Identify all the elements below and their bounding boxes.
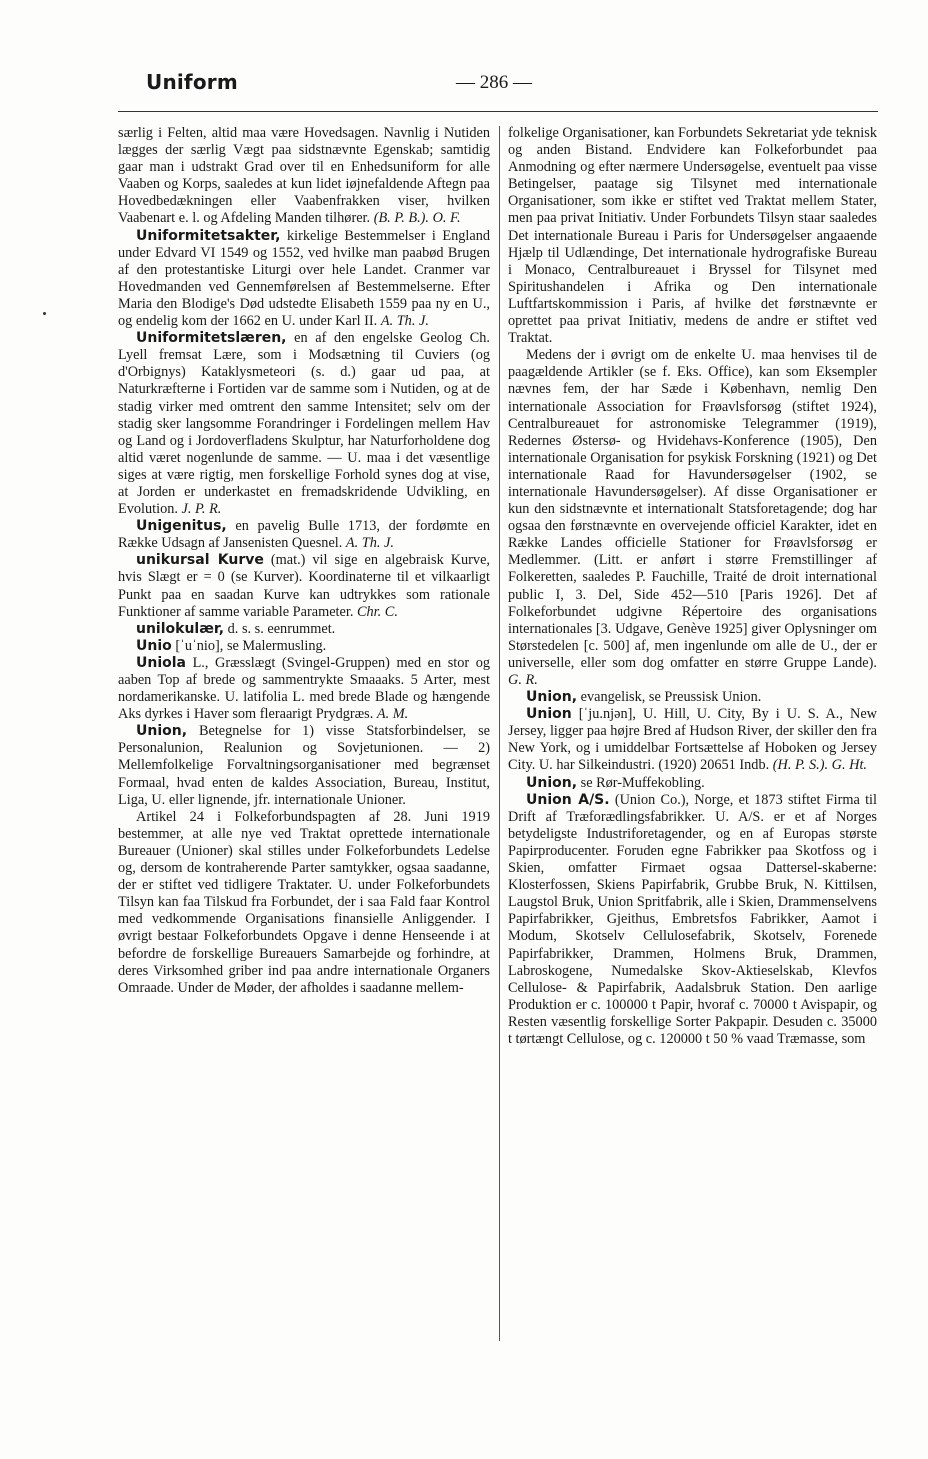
entry-union-coupling: Union, se Rør-Muffekobling. [526, 774, 705, 791]
entry-paragraph: Medens der i øvrigt om de enkelte U. maa henvises til de paagældende Artikler (se f. Eks. Office), kan som Eksempler nævnes fem, der har Sæde i København, nemlig Den internationale Association for Frøavlsforsøg (stiftet 1924), Centralbureauet for astronomiske Telegrammer (1919), Redernes Østersø- og Hvidehavs-Konference (1905), Den internationale Organisation for psykisk Forskning (1921) og Det internationale Raad for Havundersøgelser (1902, se internationale Havundersøgelser). Af disse Organisationer er kun den sidstnævnte et internationalt Statsforetagende; dog har ogsaa den førstnævnte en overvejende officiel Karakter, idet en Række Landes officielle Stationer for Frøavlsforsøg er Medlemmer. (Litt. er anført i større Fremstillinger af Folkeretten, saaledes P. Fauchille, Traité de droit international public I, 3. Del, Side 452—510 [Paris 1926]. Det af Folkeforbundet udgivne Répertoire des organisations internationales [3. Udgave, Genève 1925] giver Oplysninger om Størstedelen [c. 500] af, men ingenlunde om alle de U., der er universelle, eller som dog omfatter en større Gruppe Lande). G. R. [508, 347, 877, 688]
author-signature: A. Th. J. [345, 535, 394, 552]
entry-uniformitetsakter: Uniformitetsakter, kirkelige Bestemmelser i England under Edvard VI 1549 og 1552, ved hvilke man paabød Brugen af den protestantiske Liturgi over hele Landet. Cranmer var Hovedmanden ved Gennemførelsen af Bestemmelserne. Efter Maria den Blodige's Død udstedte Elisabeth 1559 paa ny en U., og endelig kom der 1662 en U. under Karl II. A. Th. J. [118, 227, 490, 330]
headword: unilokulær, [136, 620, 225, 637]
author-signature: J. P. R. [181, 501, 222, 518]
author-signature: A. Th. J. [380, 313, 429, 330]
entry-paragraph: Artikel 24 i Folkeforbundspagten af 28. Juni 1919 bestemmer, at alle nye ved Traktat oprettede internationale Bureauer (Unioner) skal stilles under Folkeforbundets Ledelse og, dersom de kontraherende Parter samtykker, ogsaa saadanne, der er stiftet ved tidligere Traktater. U. under Folkeforbundets Tilsyn kan faa Tilskud fra Forbundet, der i saa Fald faar Kontrol med vedkommende Organisations finansielle Anliggender. I øvrigt bestaar Folkeforbundets Opgave i denne Henseende i at befordre de forskellige Bureauers Samarbejde og forhindre, at deres Virksomhed griber ind paa andre internationale Organers Omraade. Under de Møder, der afholdes i saadanne mellem- [118, 808, 490, 996]
entry-unilokulaer: unilokulær, d. s. s. eenrummet. [136, 620, 336, 637]
author-signature: (H. P. S.). G. Ht. [772, 757, 867, 774]
headword: Unigenitus, [136, 518, 227, 535]
entry-union-city: Union [ˈju.njən], U. Hill, U. City, By i U. S. A., New Jersey, ligger paa højre Bred af Hudson River, der skiller den fra New York, og i umiddelbar Fortsættelse af Hoboken og Jersey City. U. har Silkeindustri. (1920) 20651 Indb. (H. P. S.). G. Ht. [508, 706, 877, 774]
header-rule [118, 111, 878, 112]
headword: Uniola [136, 654, 186, 671]
entry-union-as: Union A/S. (Union Co.), Norge, et 1873 stiftet Firma til Drift af Træforædlingsfabrikker. U. A/S. er et af Norges betydeligste Industriforetagender, og en af Europas største Papirproducenter. Foruden egne Fabrikker paa Skotfoss og i Skien, omfatter Firmaet ogsaa Dattersel-skaberne: Klosterfossen, Skiens Papirfabrik, Grubbe Bruk, N. Kittilsen, Laugstol Bruk, Union Spritfabrik, alle i Skien, Drammenselvens Papirfabrikker, Gjeithus, Embretsfos Fabrikker, Aamot i Modum, Skotselv Cellulosefabrik, Skotselv, Forenede Papirfabrikker, Drammen, Holmens Bruk, Drammen, Labroskogene, Numedalske Skov-Aktieselskab, Klevfos Cellulose- & Papirfabrik, Aadalsbruk Station. Den aarlige Produktion er c. 100000 t Papir, hvoraf c. 70000 t Avispapir, og Resten væsentlig forskellige Sorter Pakpapir. Desuden c. 35000 t tørtængt Cellulose, og c. 120000 t 50 % vaad Træmasse, som [508, 791, 877, 1047]
page-number: — 286 — [456, 72, 532, 93]
headword: Uniformitetslæren, [136, 330, 287, 347]
author-signature: G. R. [508, 672, 538, 688]
entry-paragraph: særlig i Felten, altid maa være Hovedsagen. Navnlig i Nutiden lægges der særlig Vægt paa sidstnævnte Egenskab; samtidig gaar man i udstrakt Grad over til en Enhedsuniform for alle Vaaben og Korps, saaledes at kun lidet iøjnefaldende Aftegn paa Hovedbedækningen eller Vaabenfrakken viser, hvilken Vaabenart e. l. og Afdeling Manden tilhører. (B. P. B.). O. F. [118, 125, 490, 227]
headword: unikursal Kurve [136, 552, 264, 569]
entry-unio: Unio [ˈuˈnio], se Malermusling. [136, 637, 327, 654]
entry-uniola: Uniola L., Græsslægt (Svingel-Gruppen) med en stor og aaben Top af brede og sammentrykte Smaaaks. 5 Arter, mest nordamerikanske. U. latifolia L. med brede Blade og hængende Aks dyrkes i Haver som fleraarigt Prydgræs. A. M. [118, 654, 490, 723]
headword: Unio [136, 637, 172, 654]
page-header [146, 70, 876, 104]
author-signature: Chr. C. [357, 603, 398, 620]
entry-union-evangelisk: Union, evangelisk, se Preussisk Union. [526, 689, 762, 706]
author-signature: (B. P. B.). O. F. [373, 210, 461, 227]
entry-paragraph: folkelige Organisationer, kan Forbundets Sekretariat yde teknisk og anden Bistand. Endvidere kan Folkeforbundet paa Anmodning og efter nærmere Undersøgelse, eventuelt paa visse Betingelser, paatage sig Tilsynet med internationale Organisationer, som ikke er stiftet ved Traktat mellem Stater, men paa privat Initiativ. Under Forbundets Tilsyn staar saaledes Det internationale Bureau i Paris for Undersøgelser angaaende Hjælp til Udlændinge, Det internationale hydrografiske Bureau i Monaco, Centralbureauet i Bryssel for Tilsynet med Spiritushandelen i Afrika og Den internationale Luftfartskommission i Paris, af hvilke det førstnævnte er oprettet paa privat Initiativ, medens de andre er stiftet ved Traktat. [508, 125, 877, 347]
margin-speck [43, 312, 46, 315]
headword: Union A/S. [526, 791, 610, 808]
entry-union: Union, Betegnelse for 1) visse Statsforbindelser, se Personalunion, Realunion og Sovjetunionen. — 2) Mellemfolkelige Forvaltningsorganisationer med begrænset Formaal, hvad enten de kaldes Association, Bureau, Institut, Liga, U. eller lignende, jfr. internationale Unioner. [118, 723, 491, 808]
entry-unikursal-kurve: unikursal Kurve (mat.) vil sige en algebraisk Kurve, hvis Slægt er = 0 (se Kurver). Koordinaterne til et vilkaarligt Punkt paa en saadan Kurve kan udtrykkes som rationale Funktioner af samme variable Parameter. Chr. C. [118, 552, 491, 620]
left-column [118, 125, 490, 997]
headword: Union, [526, 774, 578, 791]
running-head: Uniform [146, 70, 238, 94]
headword: Union, [526, 689, 578, 706]
entry-uniformitetslaeren: Uniformitetslæren, en af den engelske Geolog Ch. Lyell fremsat Lære, som i Modsætning til Cuviers (og d'Orbignys) Kataklysmeteori (s. d.) gaar ud paa, at Naturkræfterne i Fortiden var de samme som i Nutiden, og at de stadig virker med omtrent den samme Intensitet; selv om der stadig sker langsomme Forandringer i Fordelingen mellem Hav og Land og i Jordoverfladens Skulptur, har Naturforholdene dog altid været nogenlunde de samme. — U. maa i det væsentlige siges at være rigtig, men forskellige Forhold synes dog at vise, at Jorden er underkastet en fremadskridende Udvikling, en Evolution. J. P. R. [118, 330, 490, 518]
right-column [508, 125, 877, 1048]
headword: Union, [136, 723, 188, 740]
entry-unigenitus: Unigenitus, en pavelig Bulle 1713, der fordømte en Række Udsagn af Jansenisten Quesnel. A. Th. J. [118, 518, 491, 552]
column-divider [499, 126, 500, 1341]
author-signature: A. M. [376, 706, 409, 723]
headword: Union [526, 706, 572, 723]
headword: Uniformitetsakter, [136, 227, 281, 244]
